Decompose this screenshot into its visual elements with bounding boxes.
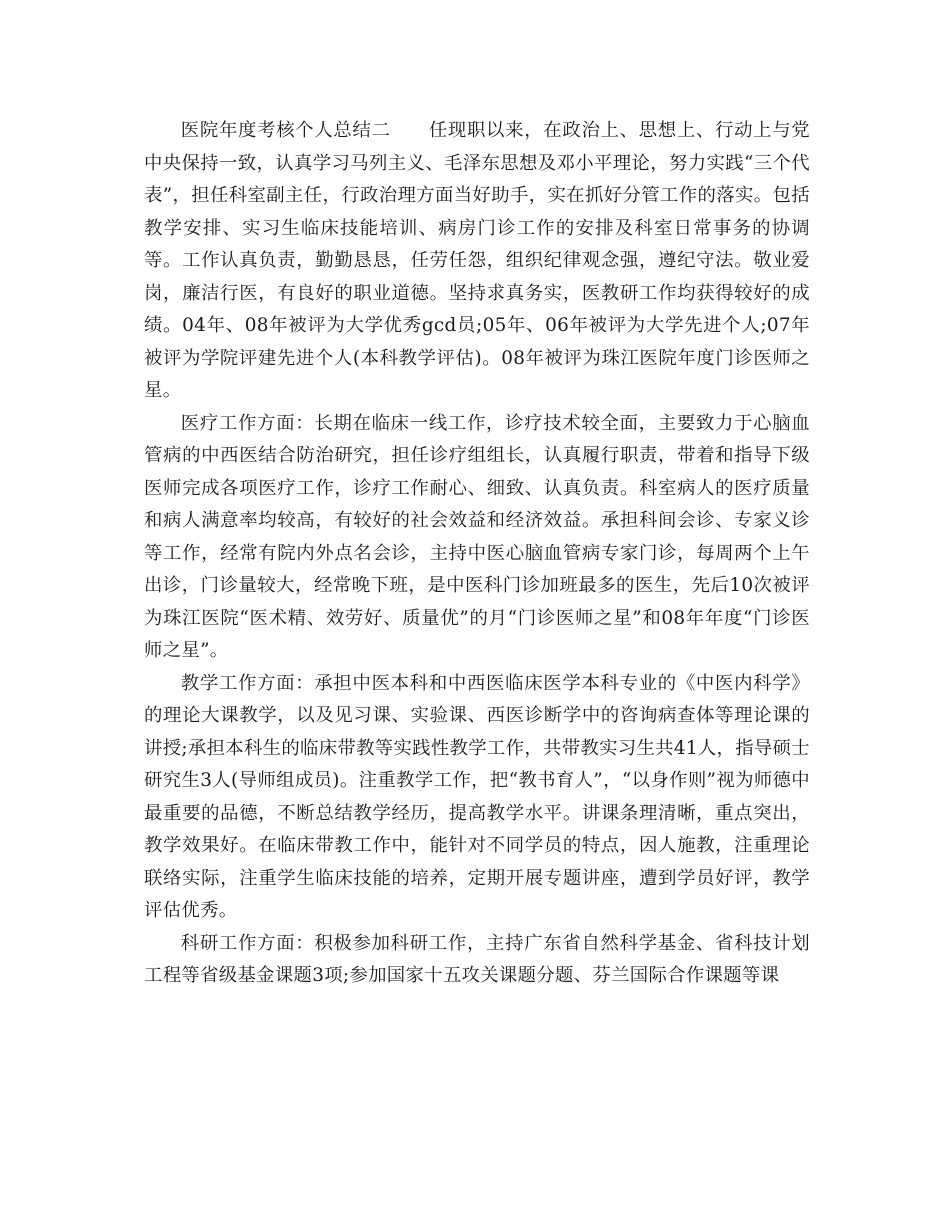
paragraph-teaching-work: 教学工作方面：承担中医本科和中西医临床医学本科专业的《中医内科学》的理论大课教学，以及见习课、实验课、西医诊断学中的咨询病查体等理论课的讲授;承担本科生的临床带教等实践性教学工作，共带教实习生共41人，指导硕士研究生3人(导师组成员)。注重教学工作，把“教书育人”，“以身作则”视为师德中最重要的品德，不断总结教学经历，提高教学水平。讲课条理清晰，重点突出，教学效果好。在临床带教工作中，能针对不同学员的特点，因人施教，注重理论联络实际，注重学生临床技能的培养，定期开展专题讲座，遭到学员好评，教学评估优秀。 [144,672,810,921]
paragraph-medical-work: 医疗工作方面：长期在临床一线工作，诊疗技术较全面，主要致力于心脑血管病的中西医结合防治研究，担任诊疗组组长，认真履行职责，带着和指导下级医师完成各项医疗工作，诊疗工作耐心、细致、认真负责。科室病人的医疗质量和病人满意率均较高，有较好的社会效益和经济效益。承担科间会诊、专家义诊等工作，经常有院内外点名会诊，主持中医心脑血管病专家门诊，每周两个上午出诊，门诊量较大，经常晚下班，是中医科门诊加班最多的医生，先后10次被评为珠江医院“医术精、效劳好、质量优”的月“门诊医师之星”和08年年度“门诊医师之星”。 [144,412,810,661]
paragraph-intro: 医院年度考核个人总结二 任现职以来，在政治上、思想上、行动上与党中央保持一致，认真学习马列主义、毛泽东思想及邓小平理论，努力实践“三个代表”，担任科室副主任，行政治理方面当好助手，实在抓好分管工作的落实。包括教学安排、实习生临床技能培训、病房门诊工作的安排及科室日常事务的协调等。工作认真负责，勤勤恳恳，任劳任怨，组织纪律观念强，遵纪守法。敬业爱岗，廉洁行医，有良好的职业道德。坚持求真务实，医教研工作均获得较好的成绩。04年、08年被评为大学优秀gcd员;05年、06年被评为大学先进个人;07年被评为学院评建先进个人(本科教学评估)。08年被评为珠江医院年度门诊医师之星。 [144,120,810,401]
paragraph-research-work: 科研工作方面：积极参加科研工作，主持广东省自然科学基金、省科技计划工程等省级基金课题3项;参加国家十五攻关课题分题、芬兰国际合作课题等课 [144,932,810,986]
document-page [144,115,810,993]
